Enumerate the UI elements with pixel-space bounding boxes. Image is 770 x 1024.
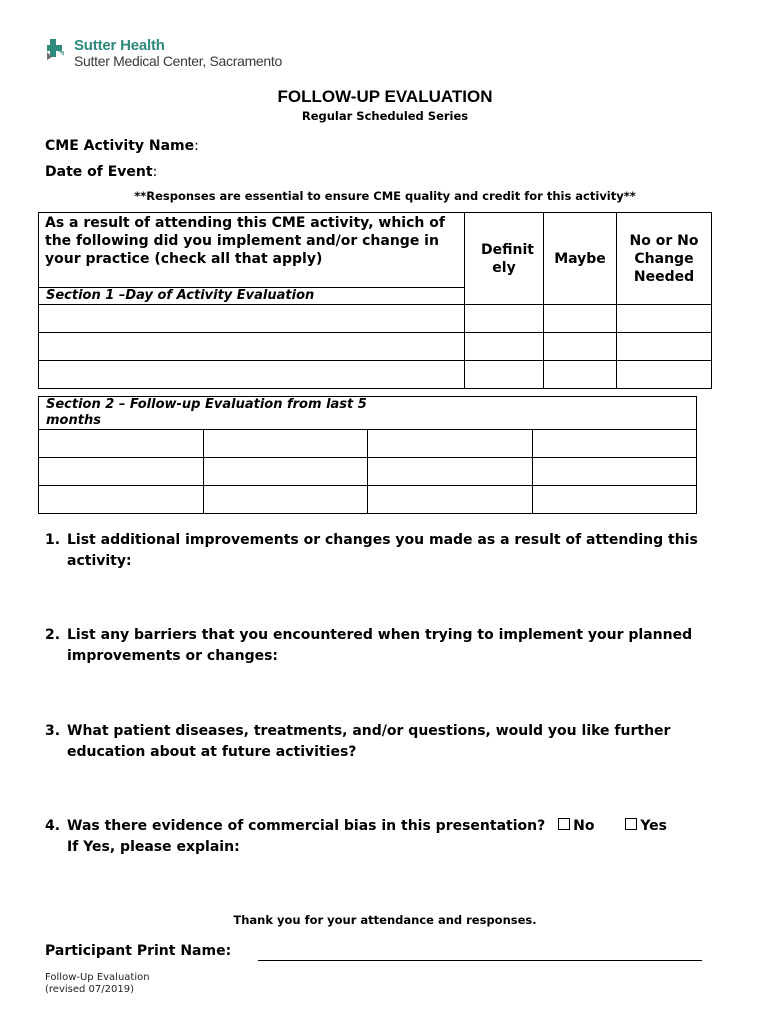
table-row bbox=[39, 458, 697, 486]
col-maybe-header: Maybe bbox=[544, 213, 617, 305]
footer-title: Follow-Up Evaluation bbox=[45, 972, 150, 983]
question-number: 1. bbox=[45, 532, 61, 548]
form-subtitle: Regular Scheduled Series bbox=[301, 109, 469, 123]
maybe-cell[interactable] bbox=[544, 305, 617, 333]
question-1 bbox=[45, 530, 735, 572]
col-definitely-label: Definit ely bbox=[481, 241, 534, 276]
table-row bbox=[39, 430, 697, 458]
section-2-label bbox=[39, 397, 697, 430]
date-of-event-colon: : bbox=[152, 164, 158, 180]
question-4-line bbox=[67, 816, 735, 837]
item-cell[interactable] bbox=[39, 458, 204, 486]
question-4 bbox=[45, 816, 735, 858]
participant-name-label: Participant Print Name: bbox=[45, 943, 232, 959]
activity-name-label: CME Activity Name bbox=[45, 138, 195, 154]
maybe-cell[interactable] bbox=[368, 486, 533, 514]
question-text: List any barriers that you encountered when trying to implement your planned improvements or changes: bbox=[67, 627, 693, 664]
activity-name-colon: : bbox=[194, 138, 199, 154]
activity-name-field bbox=[45, 138, 199, 154]
footer bbox=[45, 972, 150, 996]
no-checkbox[interactable] bbox=[558, 818, 570, 830]
table-row bbox=[39, 361, 712, 389]
definitely-cell[interactable] bbox=[465, 361, 544, 389]
item-cell[interactable] bbox=[39, 361, 465, 389]
brand-name: Sutter Health bbox=[74, 37, 165, 54]
item-cell[interactable] bbox=[39, 486, 204, 514]
question-number: 4. bbox=[45, 818, 61, 834]
col-no-change-label: No or No Change Needed bbox=[629, 232, 699, 285]
thank-you-message: Thank you for your attendance and responses. bbox=[233, 913, 537, 927]
table-row bbox=[39, 333, 712, 361]
col-definitely-header bbox=[465, 213, 544, 305]
form-title: FOLLOW-UP EVALUATION bbox=[277, 87, 493, 106]
no-change-cell[interactable] bbox=[532, 458, 697, 486]
no-option-label: No bbox=[573, 818, 595, 834]
question-3 bbox=[45, 721, 735, 763]
maybe-cell[interactable] bbox=[368, 430, 533, 458]
definitely-cell[interactable] bbox=[203, 458, 368, 486]
item-cell[interactable] bbox=[39, 305, 465, 333]
table-row bbox=[39, 486, 697, 514]
no-change-cell[interactable] bbox=[617, 305, 712, 333]
definitely-cell[interactable] bbox=[465, 333, 544, 361]
no-change-cell[interactable] bbox=[532, 486, 697, 514]
no-change-cell[interactable] bbox=[617, 333, 712, 361]
yes-option-label: Yes bbox=[640, 818, 668, 834]
yes-checkbox[interactable] bbox=[625, 818, 637, 830]
item-cell[interactable] bbox=[39, 430, 204, 458]
definitely-cell[interactable] bbox=[203, 486, 368, 514]
item-cell[interactable] bbox=[39, 333, 465, 361]
question-text: Was there evidence of commercial bias in this presentation? bbox=[67, 818, 546, 834]
evaluation-table-section-1 bbox=[38, 212, 712, 389]
no-change-cell[interactable] bbox=[532, 430, 697, 458]
definitely-cell[interactable] bbox=[465, 305, 544, 333]
question-2 bbox=[45, 625, 735, 667]
sutter-health-logo-icon bbox=[44, 36, 70, 62]
responses-notice: **Responses are essential to ensure CME quality and credit for this activity** bbox=[134, 189, 636, 203]
no-change-cell[interactable] bbox=[617, 361, 712, 389]
sutter-health-logo bbox=[44, 36, 304, 70]
question-4-followup: If Yes, please explain: bbox=[67, 839, 240, 855]
col-no-change-header bbox=[617, 213, 712, 305]
evaluation-table-section-2 bbox=[38, 396, 697, 514]
facility-name: Sutter Medical Center, Sacramento bbox=[74, 53, 282, 69]
section-1-label: Section 1 –Day of Activity Evaluation bbox=[39, 288, 465, 305]
question-number: 2. bbox=[45, 627, 61, 643]
section-2-label-text: Section 2 – Follow-up Evaluation from last 5 months bbox=[46, 397, 367, 428]
question-number: 3. bbox=[45, 723, 61, 739]
table-row bbox=[39, 305, 712, 333]
question-text: What patient diseases, treatments, and/or questions, would you like further education about at future activities? bbox=[67, 723, 671, 760]
date-of-event-field bbox=[45, 164, 157, 180]
question-header: As a result of attending this CME activity, which of the following did you implement and/or change in your practice (check all that apply) bbox=[39, 213, 465, 288]
participant-name-field[interactable] bbox=[258, 960, 702, 961]
date-of-event-label: Date of Event bbox=[45, 164, 153, 180]
definitely-cell[interactable] bbox=[203, 430, 368, 458]
maybe-cell[interactable] bbox=[368, 458, 533, 486]
maybe-cell[interactable] bbox=[544, 333, 617, 361]
maybe-cell[interactable] bbox=[544, 361, 617, 389]
footer-revision: (revised 07/2019) bbox=[45, 984, 134, 995]
question-text: List additional improvements or changes you made as a result of attending this activity: bbox=[67, 532, 698, 569]
